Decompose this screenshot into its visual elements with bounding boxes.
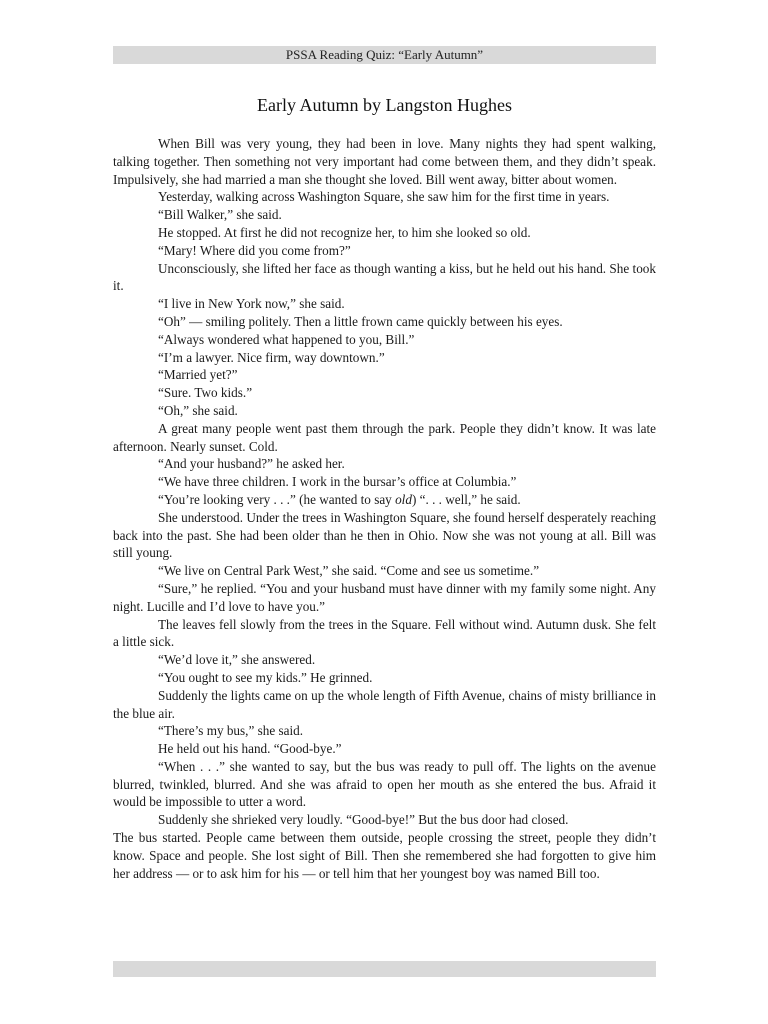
story-paragraph <box>113 491 656 509</box>
story-paragraph: A great many people went past them through the park. People they didn’t know. It was late afternoon. Nearly sunset. Cold. <box>113 420 656 454</box>
story-paragraph: “I live in New York now,” she said. <box>158 296 345 312</box>
story-paragraph: “Sure,” he replied. “You and your husband must have dinner with my family some night. Any night. Lucille and I’d love to have you.” <box>113 580 656 614</box>
story-paragraph: “I’m a lawyer. Nice firm, way downtown.” <box>158 349 385 365</box>
story-paragraph: The leaves fell slowly from the trees in the Square. Fell without wind. Autumn dusk. She felt a little sick. <box>113 616 656 650</box>
quiz-header-bar <box>113 46 656 64</box>
story-paragraph: “Oh,” she said. <box>158 402 238 418</box>
story-paragraph: Suddenly she shrieked very loudly. “Good-bye!” But the bus door had closed. <box>158 812 569 828</box>
footer-bar <box>113 961 656 977</box>
story-paragraph: “There’s my bus,” she said. <box>158 723 304 739</box>
story-paragraph: “Always wondered what happened to you, Bill.” <box>158 331 415 347</box>
paragraph-text: ) “. . . well,” he said. <box>411 491 521 507</box>
story-paragraph: “When . . .” she wanted to say, but the bus was ready to pull off. The lights on the avenue blurred, twinkled, blurred. And she was afraid to open her mouth as she entered the bus. Afraid it would be impossible to utter a word. <box>113 758 656 810</box>
story-paragraph: Yesterday, walking across Washington Square, she saw him for the first time in years. <box>158 189 610 205</box>
paragraph-text: “You’re looking very . . .” (he wanted to say <box>158 491 396 507</box>
story-paragraph: “You ought to see my kids.” He grinned. <box>158 669 373 685</box>
quiz-header-text: PSSA Reading Quiz: “Early Autumn” <box>285 47 484 62</box>
story-paragraph: “Mary! Where did you come from?” <box>158 242 351 258</box>
story-paragraph: “We have three children. I work in the bursar’s office at Columbia.” <box>158 474 517 490</box>
story-paragraph: “Sure. Two kids.” <box>158 385 253 401</box>
story-title: Early Autumn by Langston Hughes <box>257 95 512 115</box>
story-paragraph: “We’d love it,” she answered. <box>158 652 316 668</box>
story-paragraph: He held out his hand. “Good-bye.” <box>158 741 342 757</box>
story-paragraph: She understood. Under the trees in Washington Square, she found herself desperately reaching back into the past. She had been older than he then in Ohio. Now she was not young at all. Bill was still young. <box>113 509 656 561</box>
story-paragraph: Suddenly the lights came on up the whole length of Fifth Avenue, chains of misty brilliance in the blue air. <box>113 687 656 721</box>
story-paragraph: The bus started. People came between them outside, people crossing the street, people they didn’t know. Space and people. She lost sight of Bill. Then she remembered she had forgotten to give him her address — or to ask him for his — or tell him that her youngest boy was named Bill too. <box>113 830 656 881</box>
story-paragraph: “Bill Walker,” she said. <box>158 207 282 223</box>
story-paragraph: When Bill was very young, they had been in love. Many nights they had spent walking, talking together. Then something not very important had come between them, and they didn’t speak. Impulsively, she had married a man she thought she loved. Bill went away, bitter about women. <box>113 136 656 187</box>
story-body <box>113 135 656 882</box>
story-paragraph: “And your husband?” he asked her. <box>158 456 345 472</box>
story-paragraph: “We live on Central Park West,” she said. “Come and see us sometime.” <box>158 563 540 579</box>
story-paragraph: “Oh” — smiling politely. Then a little frown came quickly between his eyes. <box>158 313 563 329</box>
italic-word: old <box>395 491 412 507</box>
story-paragraph: He stopped. At first he did not recognize her, to him she looked so old. <box>158 224 531 240</box>
story-paragraph: Unconsciously, she lifted her face as though wanting a kiss, but he held out his hand. She took it. <box>113 260 656 294</box>
story-paragraph: “Married yet?” <box>158 367 238 383</box>
